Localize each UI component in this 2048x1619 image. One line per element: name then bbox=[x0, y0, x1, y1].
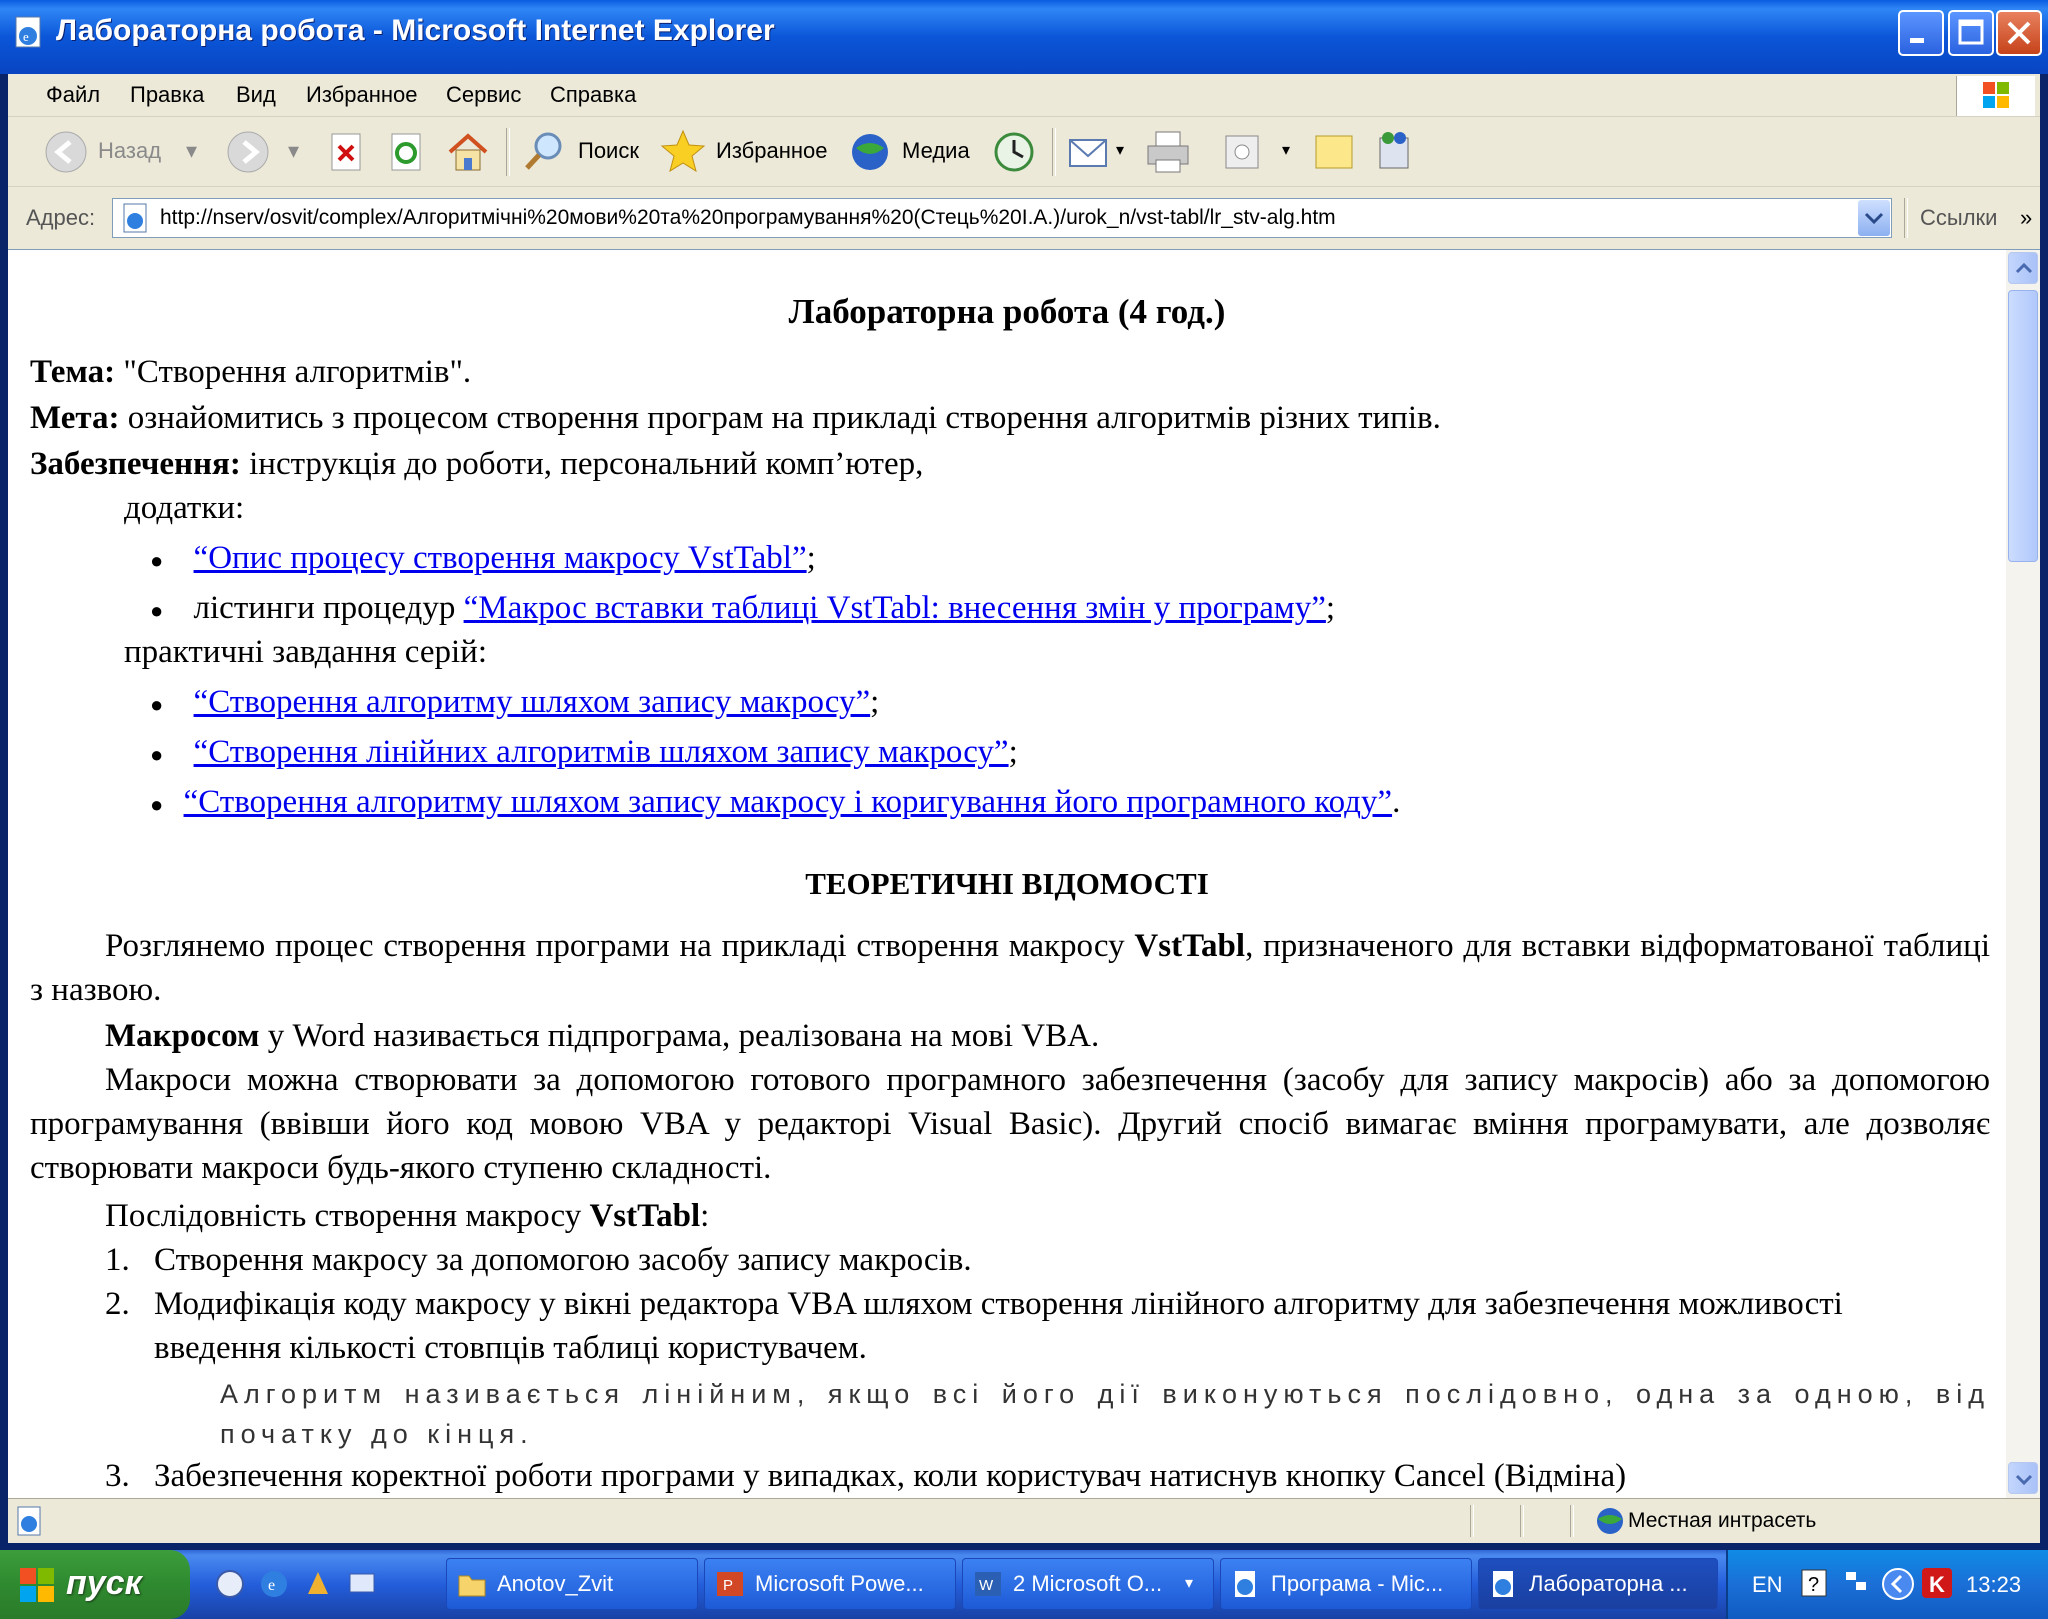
menu-help[interactable]: Справка bbox=[550, 82, 637, 107]
home-icon[interactable] bbox=[446, 130, 490, 174]
ie-page-icon bbox=[1231, 1570, 1261, 1598]
ie-page-icon bbox=[10, 14, 48, 52]
menu-favorites[interactable]: Избранное bbox=[306, 82, 418, 107]
quicklaunch-desktop-icon[interactable] bbox=[346, 1568, 378, 1600]
back-label[interactable]: Назад bbox=[98, 138, 162, 163]
task-link-1[interactable]: “Створення алгоритму шляхом запису макросу” bbox=[193, 684, 871, 720]
history-icon[interactable] bbox=[992, 130, 1036, 174]
paragraph-3: Макроси можна створювати за допомогою готового програмного забезпечення (засобу для запису макросів) або за допомогою програмування (ввівши його код мовою VBA у редакторі Visual Basic). Другий спосіб вимагає вміння програмувати, але дозволяє створювати макроси будь-якого ступеню складності. bbox=[30, 1062, 1990, 1186]
paragraph-text: у Word називається підпрограма, реалізована на мові VBA. bbox=[259, 1018, 1100, 1054]
system-tray bbox=[1726, 1550, 2048, 1619]
task-link-2[interactable]: “Створення лінійних алгоритмів шляхом запису макросу” bbox=[193, 734, 1009, 770]
svg-text:e: e bbox=[268, 1577, 276, 1594]
supply-text: інструкція до роботи, персональний комп’ютер, bbox=[240, 446, 924, 482]
list-item bbox=[150, 536, 816, 583]
favorites-star-icon[interactable] bbox=[660, 128, 706, 174]
chevron-down-icon bbox=[2009, 1463, 2039, 1495]
algorithm-note: Алгоритм називається лінійним, якщо всі його дії виконуються послідовно, одна за одною, від початку до кінця. bbox=[220, 1379, 1990, 1449]
search-label[interactable]: Поиск bbox=[578, 138, 639, 163]
windows-flag-icon bbox=[1957, 76, 2035, 116]
start-label: пуск bbox=[66, 1564, 142, 1602]
toolbar-separator bbox=[506, 128, 510, 176]
taskbar-button-label: Microsoft Powe... bbox=[755, 1571, 924, 1596]
punctuation: ; bbox=[806, 540, 816, 576]
forward-dropdown-icon[interactable]: ▾ bbox=[288, 138, 300, 163]
status-divider bbox=[1520, 1505, 1524, 1537]
paragraph-text: Розглянемо процес створення програми на прикладі створення макросу bbox=[105, 928, 1135, 964]
address-url[interactable]: http://nserv/osvit/complex/Алгоритмічні%20мови%20та%20програмування%20(Стець%20І.А.)/urok_n/vst-tabl/lr_stv-alg.htm bbox=[160, 206, 1336, 229]
mail-dropdown-icon[interactable]: ▾ bbox=[1116, 142, 1125, 159]
menu-view[interactable]: Вид bbox=[236, 82, 276, 107]
taskbar-button-powerpoint[interactable] bbox=[704, 1558, 956, 1610]
show-hidden-icons-icon[interactable] bbox=[1880, 1566, 1916, 1602]
appendix-link-listing[interactable]: “Макрос вставки таблиці VstTabl: внесення змін у програму” bbox=[463, 590, 1326, 626]
taskbar-button-anotov[interactable] bbox=[446, 1558, 698, 1610]
title-bar[interactable] bbox=[0, 0, 2048, 74]
ie-page-icon bbox=[1489, 1570, 1519, 1598]
bullet-icon: ● bbox=[150, 742, 164, 767]
address-dropdown[interactable] bbox=[1858, 200, 1890, 236]
back-icon[interactable] bbox=[44, 130, 88, 174]
standard-toolbar bbox=[8, 116, 2040, 187]
svg-text:?: ? bbox=[1808, 1574, 1820, 1596]
svg-text:K: K bbox=[1929, 1572, 1945, 1597]
punctuation: ; bbox=[1325, 590, 1336, 626]
topic-line bbox=[30, 350, 471, 394]
topic-text: "Створення алгоритмів". bbox=[115, 354, 472, 390]
intranet-zone-icon bbox=[1594, 1505, 1626, 1537]
status-divider bbox=[1570, 1505, 1574, 1537]
bullet-icon: ● bbox=[150, 792, 164, 817]
punctuation: . bbox=[1392, 784, 1401, 820]
taskbar-button-label: 2 Microsoft O... bbox=[1013, 1571, 1163, 1596]
maximize-icon bbox=[1950, 12, 1992, 54]
page-viewport[interactable] bbox=[8, 249, 2040, 1499]
bullet-icon: ● bbox=[150, 692, 164, 717]
discuss-icon[interactable] bbox=[1312, 132, 1356, 172]
list-item-num: 1. bbox=[105, 1242, 130, 1278]
forward-icon[interactable] bbox=[226, 130, 270, 174]
address-bar bbox=[8, 186, 2040, 249]
edit-icon[interactable] bbox=[1222, 132, 1262, 172]
page-icon bbox=[120, 202, 152, 234]
mail-icon[interactable] bbox=[1068, 132, 1112, 172]
quicklaunch-media-icon[interactable] bbox=[302, 1568, 334, 1600]
edit-dropdown-icon[interactable]: ▾ bbox=[1282, 142, 1291, 159]
list-item bbox=[150, 730, 1018, 777]
section-title: ТЕОРЕТИЧНІ ВІДОМОСТІ bbox=[805, 866, 1209, 901]
minimize-button[interactable] bbox=[1898, 10, 1944, 56]
page-done-icon bbox=[14, 1505, 46, 1537]
network-icon[interactable] bbox=[1842, 1568, 1872, 1600]
powerpoint-icon bbox=[715, 1570, 745, 1598]
security-zone: Местная интрасеть bbox=[1628, 1509, 1817, 1532]
appendix-link-vsttabl[interactable]: “Опис процесу створення макросу VstTabl” bbox=[193, 540, 807, 576]
media-icon[interactable] bbox=[848, 130, 892, 174]
paragraph-text: : bbox=[700, 1198, 710, 1234]
punctuation: ; bbox=[1008, 734, 1018, 770]
supply-line bbox=[30, 442, 923, 486]
minimize-icon bbox=[1900, 12, 1942, 54]
status-bar bbox=[8, 1498, 2040, 1543]
list-item-num: 2. bbox=[105, 1286, 130, 1322]
messenger-icon[interactable] bbox=[1372, 128, 1416, 174]
chevron-down-icon bbox=[1858, 200, 1890, 236]
chevron-up-icon bbox=[2009, 253, 2039, 285]
page-title: Лабораторна робота (4 год.) bbox=[788, 292, 1226, 331]
windows-flag-icon bbox=[18, 1566, 58, 1604]
task-link-3[interactable]: “Створення алгоритму шляхом запису макросу і коригування його програмного коду” bbox=[183, 784, 1393, 820]
antivirus-icon[interactable] bbox=[1920, 1566, 1956, 1602]
taskbar bbox=[0, 1550, 2048, 1619]
scroll-thumb[interactable] bbox=[2008, 290, 2038, 562]
folder-icon bbox=[457, 1570, 487, 1598]
search-icon[interactable] bbox=[522, 130, 566, 174]
close-icon bbox=[1998, 12, 2040, 54]
punctuation: ; bbox=[870, 684, 880, 720]
favorites-label[interactable]: Избранное bbox=[716, 138, 828, 163]
list-item bbox=[150, 780, 1400, 827]
tasks-label: практичні завдання серій: bbox=[124, 634, 487, 670]
paragraph-2 bbox=[105, 1014, 1099, 1058]
svg-text:e: e bbox=[23, 29, 29, 44]
windows-logo bbox=[1956, 76, 2035, 116]
toolbar-separator bbox=[1904, 198, 1908, 238]
scroll-down-button[interactable] bbox=[2008, 1462, 2038, 1494]
stop-icon[interactable] bbox=[326, 132, 366, 172]
svg-text:P: P bbox=[723, 1577, 734, 1594]
quicklaunch-ie-icon[interactable] bbox=[258, 1568, 290, 1600]
chevron-right-icon[interactable]: » bbox=[2020, 205, 2033, 230]
help-icon[interactable] bbox=[1800, 1568, 1830, 1600]
language-indicator[interactable]: EN bbox=[1752, 1572, 1783, 1597]
taskbar-button-program[interactable] bbox=[1220, 1558, 1472, 1610]
back-dropdown-icon[interactable]: ▾ bbox=[186, 138, 198, 163]
menu-tools[interactable]: Сервис bbox=[446, 82, 522, 107]
refresh-icon[interactable] bbox=[386, 132, 426, 172]
word-icon bbox=[973, 1570, 1003, 1598]
topic-label: Тема: bbox=[30, 354, 116, 390]
menu-edit[interactable]: Правка bbox=[130, 82, 205, 107]
taskbar-button-word-group[interactable] bbox=[962, 1558, 1214, 1610]
bullet-icon: ● bbox=[150, 598, 164, 623]
goal-label: Мета: bbox=[30, 400, 120, 436]
links-label[interactable]: Ссылки bbox=[1920, 205, 1998, 230]
list-item: Створення макросу за допомогою засобу запису макросів. bbox=[154, 1242, 972, 1278]
group-dropdown-icon: ▾ bbox=[1185, 1575, 1194, 1592]
close-button[interactable] bbox=[1996, 10, 2042, 56]
appendix-item-prefix: лістинги процедур bbox=[193, 590, 464, 626]
supply-label: Забезпечення: bbox=[30, 446, 241, 482]
svg-text:W: W bbox=[979, 1577, 994, 1594]
media-label[interactable]: Медиа bbox=[902, 138, 970, 163]
quicklaunch-outlook-icon[interactable] bbox=[214, 1568, 246, 1600]
taskbar-button-lab-active[interactable] bbox=[1478, 1558, 1718, 1610]
maximize-button[interactable] bbox=[1948, 10, 1994, 56]
toolbar-separator bbox=[1052, 128, 1056, 176]
list-item: Забезпечення коректної роботи програми у випадках, коли користувач натиснув кнопку Cancel (Відміна) bbox=[154, 1458, 1627, 1494]
start-button[interactable] bbox=[0, 1550, 190, 1619]
bullet-icon: ● bbox=[150, 548, 164, 573]
menu-file[interactable]: Файл bbox=[46, 82, 101, 107]
list-item bbox=[150, 586, 1335, 633]
term-macro: Макросом bbox=[105, 1018, 260, 1054]
window-title: Лабораторна робота - Microsoft Internet Explorer bbox=[56, 14, 775, 47]
vertical-scrollbar[interactable] bbox=[2006, 250, 2040, 1499]
appendix-label: додатки: bbox=[124, 490, 245, 526]
list-item-num: 3. bbox=[105, 1458, 130, 1494]
paragraph-text: , призначеного для вставки відформатованої таблиці з назвою. bbox=[30, 928, 1990, 1008]
menu-bar bbox=[8, 74, 2040, 117]
taskbar-button-label: Anotov_Zvit bbox=[497, 1571, 614, 1596]
taskbar-button-label: Програма - Mic... bbox=[1271, 1571, 1444, 1596]
scroll-up-button[interactable] bbox=[2008, 252, 2038, 284]
clock: 13:23 bbox=[1966, 1572, 2022, 1597]
macro-name: VstTabl bbox=[589, 1198, 701, 1234]
goal-line bbox=[30, 396, 1441, 440]
address-label: Адрес: bbox=[26, 205, 96, 230]
list-item: Модифікація коду макросу у вікні редактора VBA шляхом створення лінійного алгоритму для забезпечення можливості введення кількості стовпців таблиці користувачем. bbox=[154, 1286, 1843, 1366]
paragraph-text: Послідовність створення макросу bbox=[105, 1198, 590, 1234]
paragraph-1 bbox=[30, 924, 1990, 1012]
list-item bbox=[150, 680, 879, 727]
print-icon[interactable] bbox=[1144, 130, 1192, 174]
browser-chrome bbox=[8, 74, 2040, 249]
macro-name: VstTabl bbox=[1134, 928, 1246, 964]
paragraph-4 bbox=[105, 1194, 709, 1238]
taskbar-button-label: Лабораторна ... bbox=[1529, 1571, 1688, 1596]
status-divider bbox=[1470, 1505, 1474, 1537]
goal-text: ознайомитись з процесом створення програм на прикладі створення алгоритмів різних типів. bbox=[119, 400, 1441, 436]
